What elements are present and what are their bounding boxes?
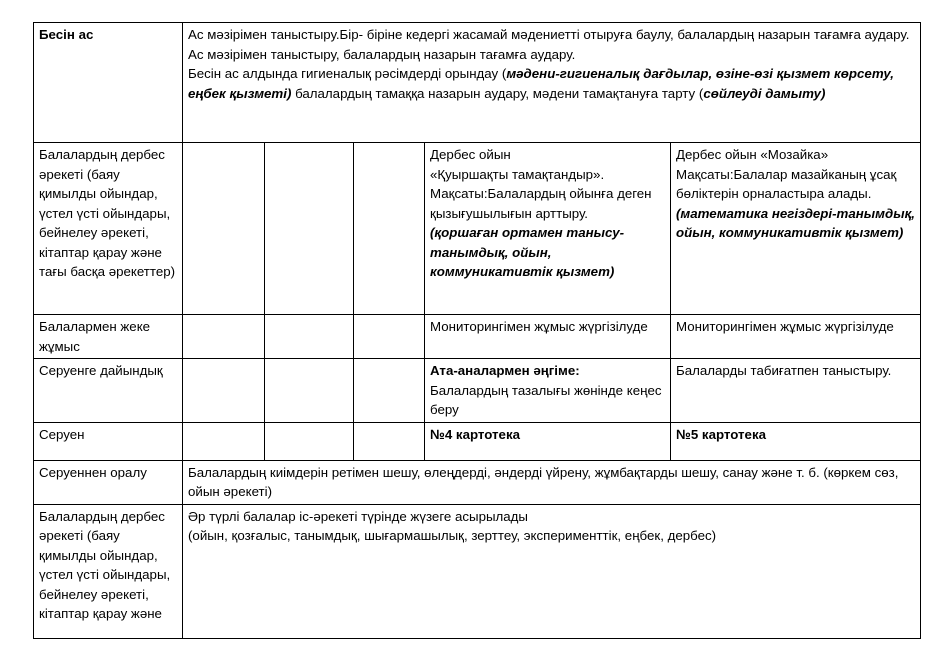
empty-cell xyxy=(183,143,265,315)
empty-cell xyxy=(354,315,425,359)
game-area: (математика негіздері-танымдық, ойын, коммуникативтік қызмет) xyxy=(676,205,916,240)
activity-line-1: Әр түрлі балалар іс-әрекеті түрінде жүзеге асырылады xyxy=(188,508,528,524)
game-title: Дербес ойын «Мозайка» xyxy=(676,147,829,162)
cell-text: Балаларды табиғатпен таныстыру. xyxy=(676,363,892,378)
cell-text: Балалардың киімдерін ретімен шешу, өлеңдерді, әндерді үйрену, жұмбақтарды шешу, санау және т. б. (көркем сөз, ойын әрекеті) xyxy=(188,464,899,499)
empty-cell xyxy=(265,359,354,423)
thursday-walk-card xyxy=(425,422,671,460)
besin-as-line-2: Ас мәзірімен таныстыру, балалардың назарын тағамға аудару. xyxy=(188,46,576,62)
friday-independent-game xyxy=(671,143,921,315)
label-text: Балалардың дербес әрекеті (баяу қимылды ойындар, үстел үсті ойындары, бейнелеу әрекеті, кітаптар қарау және xyxy=(39,508,171,621)
cell-text: Мониторингімен жұмыс жүргізілуде xyxy=(430,319,648,334)
game-name: «Қуыршақты тамақтандыр». xyxy=(430,166,605,182)
empty-cell xyxy=(183,422,265,460)
besin-as-content xyxy=(183,23,921,143)
cell-text: Мониторингімен жұмыс жүргізілуде xyxy=(676,319,894,334)
return-from-walk-content xyxy=(183,460,921,504)
friday-individual-work xyxy=(671,315,921,359)
row-individual-work xyxy=(34,315,921,359)
row-independent-activity-evening xyxy=(34,504,921,638)
empty-cell xyxy=(354,143,425,315)
text-fragment: Бесін ас алдында гигиеналық рәсімдерді орындау ( xyxy=(188,66,507,81)
empty-cell xyxy=(265,422,354,460)
label-text: Бесін ас xyxy=(39,27,94,42)
skill-area-text: мәдени-гигиеналық дағдылар, өзіне-өзі қызмет көрсету, еңбек қызметі) xyxy=(188,66,894,101)
friday-walk-preparation xyxy=(671,359,921,423)
label-text: Серуенге дайындық xyxy=(39,363,163,378)
row-label-independent-activity-evening xyxy=(34,504,183,638)
besin-as-line-3 xyxy=(188,64,915,103)
empty-cell xyxy=(183,315,265,359)
label-text: Балалармен жеке жұмыс xyxy=(39,319,151,354)
label-text: Балалардың дербес әрекеті (баяу қимылды ойындар, үстел үсті ойындары, бейнелеу әрекеті, кітаптар қарау және тағы басқа әрекеттер) xyxy=(39,147,176,279)
row-label-walk xyxy=(34,422,183,460)
row-label-besin-as xyxy=(34,23,183,143)
game-goal: Мақсаты:Балалардың ойынға деген қызығушылығын арттыру. xyxy=(430,186,652,221)
row-walk-preparation xyxy=(34,359,921,423)
row-label-return-from-walk xyxy=(34,460,183,504)
parents-talk-text: Балалардың тазалығы жөнінде кеңес беру xyxy=(430,382,662,417)
skill-area-text: сөйлеуді дамыту) xyxy=(703,85,826,101)
activity-line-2: (ойын, қозғалыс, танымдық, шығармашылық, зерттеу, эксперименттік, еңбек, дербес) xyxy=(188,528,717,543)
empty-cell xyxy=(354,422,425,460)
row-label-individual-work xyxy=(34,315,183,359)
label-text: Серуеннен оралу xyxy=(39,464,147,480)
thursday-independent-game xyxy=(425,143,671,315)
game-goal: Мақсаты:Балалар мазайканың ұсақ бөліктерін орналастыра алады. xyxy=(676,166,897,201)
card-number: №5 картотека xyxy=(676,426,766,442)
text-fragment: балалардың тамаққа назарын аудару, мәдени тамақтануға тарту ( xyxy=(291,85,704,101)
daily-plan-table xyxy=(33,22,921,639)
empty-cell xyxy=(265,315,354,359)
thursday-individual-work xyxy=(425,315,671,359)
empty-cell xyxy=(183,359,265,423)
parents-talk-title: Ата-аналармен әңгіме: xyxy=(430,363,580,378)
row-independent-activity xyxy=(34,143,921,315)
besin-as-line-1: Ас мәзірімен таныстыру.Бір- біріне кедергі жасамай мәдениетті отыруға баулу, балалардың назарын тағамға аудару. xyxy=(188,27,910,42)
game-area: (қоршаған ортамен танысу-танымдық, ойын, коммуникативтік қызмет) xyxy=(430,225,625,279)
friday-walk-card xyxy=(671,422,921,460)
row-label-independent-activity xyxy=(34,143,183,315)
empty-cell xyxy=(265,143,354,315)
label-text: Серуен xyxy=(39,426,85,442)
row-label-walk-preparation xyxy=(34,359,183,423)
row-return-from-walk xyxy=(34,460,921,504)
thursday-walk-preparation xyxy=(425,359,671,423)
game-title: Дербес ойын xyxy=(430,147,511,162)
independent-activity-evening-content xyxy=(183,504,921,638)
row-walk xyxy=(34,422,921,460)
card-number: №4 картотека xyxy=(430,426,520,442)
empty-cell xyxy=(354,359,425,423)
row-besin-as xyxy=(34,23,921,143)
